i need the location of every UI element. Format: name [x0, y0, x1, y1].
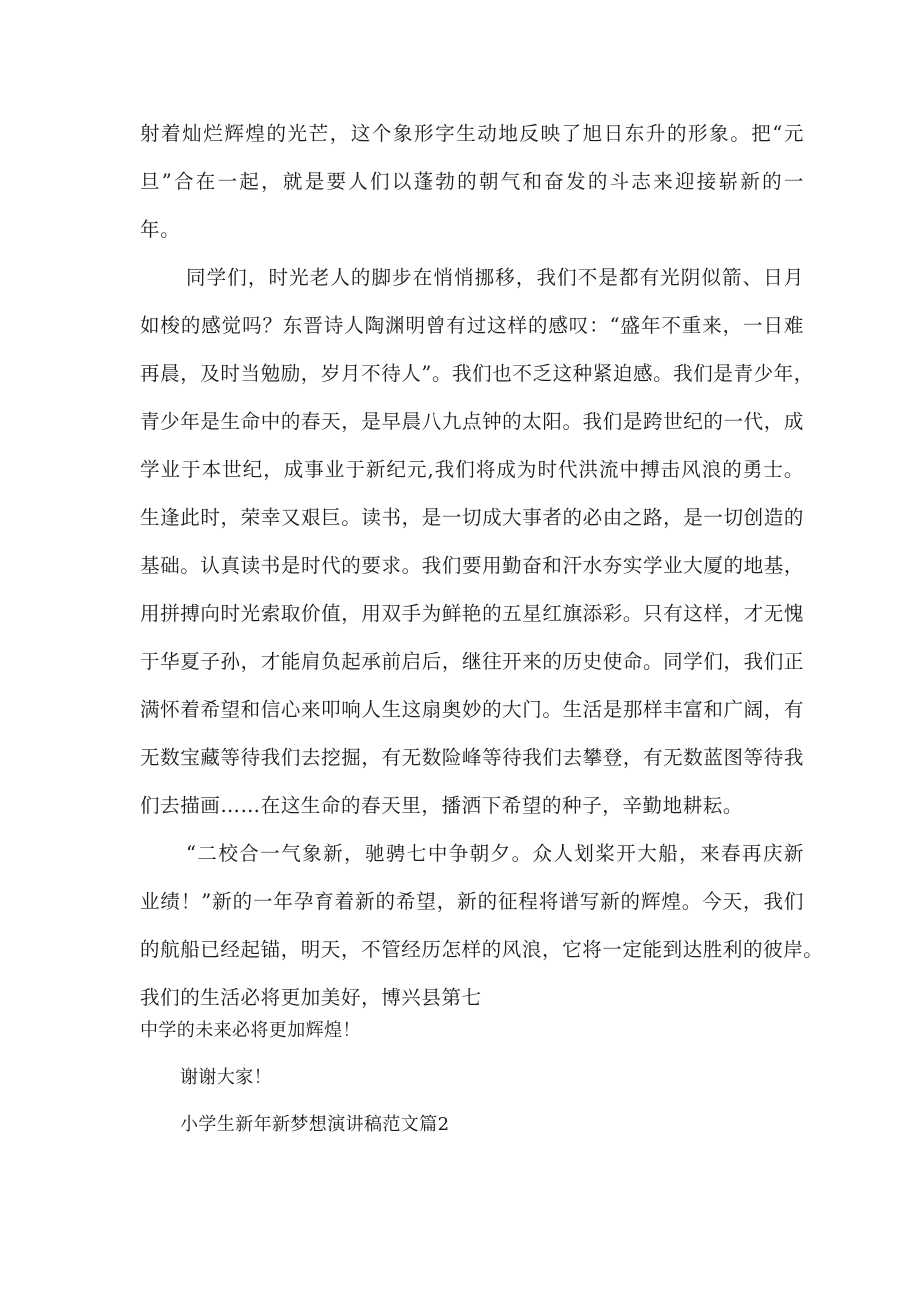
- paragraph-line: 再晨，及时当勉励，岁月不待人”。我们也不乏这种紧迫感。我们是青少年，: [140, 362, 814, 385]
- next-section-heading: 小学生新年新梦想演讲稿范文篇2: [180, 1114, 450, 1135]
- closing-thanks: 谢谢大家！: [180, 1067, 272, 1088]
- paragraph-line: 业绩！”新的一年孕育着新的希望，新的征程将谱写新的辉煌。今天，我们: [140, 890, 804, 913]
- paragraph-line: 们去描画……在这生命的春天里，播洒下希望的种子，辛勤地耕耘。: [140, 794, 744, 817]
- paragraph-line: 无数宝藏等待我们去挖掘，有无数险峰等待我们去攀登，有无数蓝图等待我: [140, 746, 804, 769]
- paragraph-line: 基础。认真读书是时代的要求。我们要用勤奋和汗水夯实学业大厦的地基，: [140, 554, 804, 577]
- paragraph-line: 如梭的感觉吗？东晋诗人陶渊明曾有过这样的感叹：“盛年不重来，一日难: [140, 314, 804, 337]
- paragraph-line: 我们的生活必将更加美好，博兴县第七: [140, 986, 482, 1009]
- paragraph-line: 用拼搏向时光索取价值，用双手为鲜艳的五星红旗添彩。只有这样，才无愧: [140, 602, 804, 625]
- paragraph-line: 中学的未来必将更加辉煌！: [140, 1020, 361, 1041]
- paragraph-line: “二校合一气象新，驰骋七中争朝夕。众人划桨开大船，来春再庆新: [186, 842, 804, 865]
- paragraph-line: 同学们，时光老人的脚步在悄悄挪移，我们不是都有光阴似箭、日月: [186, 266, 804, 289]
- paragraph-line: 射着灿烂辉煌的光芒，这个象形字生动地反映了旭日东升的形象。把“元: [140, 122, 804, 145]
- paragraph-line: 年。: [140, 218, 181, 241]
- paragraph-line: 旦”合在一起，就是要人们以蓬勃的朝气和奋发的斗志来迎接崭新的一: [140, 170, 804, 193]
- paragraph-line: 学业于本世纪，成事业于新纪元,我们将成为时代洪流中搏击风浪的勇士。: [140, 458, 804, 481]
- paragraph-line: 生逢此时，荣幸又艰巨。读书，是一切成大事者的必由之路，是一切创造的: [140, 506, 804, 529]
- paragraph-line: 青少年是生命中的春天，是早晨八九点钟的太阳。我们是跨世纪的一代，成: [140, 410, 804, 433]
- paragraph-line: 于华夏子孙，才能肩负起承前启后，继往开来的历史使命。同学们，我们正: [140, 650, 804, 673]
- paragraph-line: 满怀着希望和信心来叩响人生这扇奥妙的大门。生活是那样丰富和广阔，有: [140, 698, 804, 721]
- paragraph-line: 的航船已经起锚，明天，不管经历怎样的风浪，它将一定能到达胜利的彼岸。: [140, 938, 824, 961]
